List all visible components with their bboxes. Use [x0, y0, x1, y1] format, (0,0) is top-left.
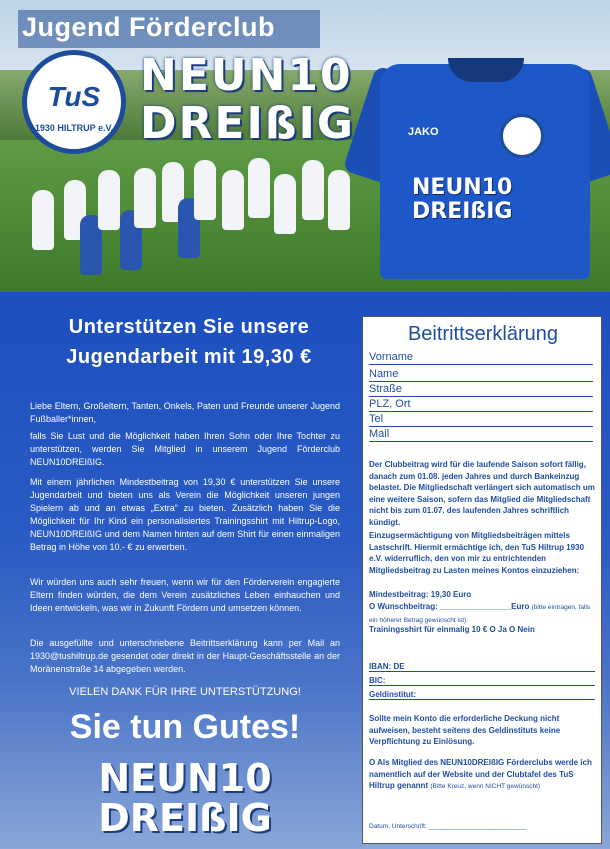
wish-fee-label: O Wunschbeitrag: ________________Euro	[369, 602, 530, 611]
team-photo	[28, 140, 358, 275]
field-signature[interactable]: Datum, Unterschrift: ___________________________	[369, 823, 527, 830]
logo-ring-text: 1930 HILTRUP e.V.	[34, 123, 114, 133]
thanks-text: VIELEN DANK FÜR IHRE UNTERSTÜTZUNG!	[69, 686, 301, 698]
field-tel[interactable]: Tel	[369, 413, 593, 427]
headline-line1: Unterstützen Sie unsere	[68, 316, 310, 338]
brand-logo-line1: NEUN10	[140, 50, 353, 101]
player-figure	[134, 168, 156, 228]
form-direct-debit: Einzugsermächtigung von Mitgliedsbeiträgen mittels Lastschrift. Hiermit ermächtige ich, den TuS Hiltrup 1930 e.V. widerruflich, den von mir zu entrichtenden Mitgliedsbeitrag zu Lasten meines Kontos einzuziehen:	[369, 531, 585, 575]
field-iban[interactable]: IBAN: DE	[369, 661, 595, 672]
field-bic[interactable]: BIC:	[369, 675, 595, 686]
brand-bottom-line1: NEUN10	[98, 756, 272, 800]
form-shirt-option[interactable]: Trainingsshirt für einmalig 10 € O Ja O Nein	[369, 625, 535, 634]
field-mail[interactable]: Mail	[369, 428, 593, 442]
brand-logo-line2: DREIßIG	[140, 98, 355, 149]
paragraph-intro: falls Sie Lust und die Möglichkeit haben Ihren Sohn oder Ihre Tochter zu unterstützen, werden Sie Mitglied in unserem Jugend Förderclub NEUN10DREIßIG.	[30, 431, 340, 467]
player-figure	[248, 158, 270, 218]
jersey-image	[360, 44, 605, 284]
header-photo	[0, 0, 610, 292]
slogan: Sie tun Gutes!	[69, 708, 301, 746]
form-wish-fee[interactable]	[369, 601, 597, 626]
headline	[30, 312, 348, 372]
form-min-fee: Mindestbeitrag: 19,30 Euro	[369, 590, 472, 599]
brand-logo-bottom	[30, 758, 340, 838]
jersey-body	[380, 64, 590, 279]
paragraph-volunteers: Wir würden uns auch sehr freuen, wenn wir für den Förderverein engagierte Eltern finden würden, die dem Verein zusätzliches Leben einhauchen und Ideen entwickeln, was wir in Zukunft Fördern und umsetzen können.	[30, 577, 340, 613]
field-bank[interactable]: Geldinstitut:	[369, 689, 595, 700]
form-coverage-note: Sollte mein Konto die erforderliche Deckung nicht aufweisen, besteht seitens des Geldinstituts keine Verpflichtung zu Einlösung.	[369, 714, 561, 746]
player-figure	[98, 170, 120, 230]
form-terms: Der Clubbeitrag wird für die laufende Saison sofort fällig, danach zum 01.08. jeden Jahres und durch Bankeinzug belastet. Die Mitgliedschaft verlängert sich automatisch um eine weitere Saison, sofern das Mitglied die Mitgliedschaft nicht bis zum 01.07. des laufenden Jahres schriftlich kündigt.	[369, 460, 595, 527]
publication-note: (Bitte Kreuz, wenn NICHT gewünscht)	[430, 783, 541, 790]
form-publication-option[interactable]	[369, 757, 597, 793]
player-figure	[194, 160, 216, 220]
jersey-collar	[448, 58, 524, 82]
membership-form	[362, 316, 602, 844]
field-strasse[interactable]: Straße	[369, 383, 593, 397]
jersey-maker-label: JAKO	[408, 126, 439, 138]
publication-text: O Als Mitglied des NEUN10DREIßIG Förderclubs werde ich namentlich auf der Website und der Clubtafel des TuS Hiltrup genannt	[369, 758, 592, 790]
player-figure	[274, 174, 296, 234]
form-title: Beitrittserklärung	[407, 323, 559, 345]
field-vorname[interactable]: Vorname	[369, 351, 593, 365]
brand-bottom-line2: DREIßIG	[98, 796, 272, 840]
field-plz-ort[interactable]: PLZ, Ort	[369, 398, 593, 412]
jersey-brand-print	[412, 176, 512, 224]
headline-line2: Jugendarbeit mit 19,30 €	[66, 346, 312, 368]
tus-logo	[22, 50, 126, 154]
jersey-brand-line1: NEUN10	[412, 175, 513, 200]
paragraph-greeting: Liebe Eltern, Großeltern, Tanten, Onkels, Paten und Freunde unserer Jugend Fußballer*innen,	[30, 401, 340, 424]
paragraph-fee: Mit einem jährlichen Mindestbeitrag von 19,30 € unterstützen Sie unsere Jugendarbeit und bieten uns als Verein die Möglichkeit unseren jungen Spielern ab und an etwas „Extra“ zu bieten. Zusätzlich haben Sie die Möglichkeit für Ihr Kind ein personalisiertes Trainingsshirt mit Hiltrup-Logo, NEUN10DREIßIG und dem Namen hinten auf dem Shirt für einen einmaligen Betrag in Höhe von 10.- € zu erwerben.	[30, 477, 340, 552]
jersey-brand-line2: DREIßIG	[412, 199, 513, 224]
player-figure	[302, 160, 324, 220]
logo-text: TuS	[47, 81, 101, 112]
player-figure	[328, 170, 350, 230]
jersey-club-logo	[500, 114, 544, 158]
field-name[interactable]: Name	[369, 368, 593, 382]
wish-fee-note: (bitte eintragen, falls ein höherer Betrag gewünscht ist)	[369, 604, 591, 624]
paragraph-submission: Die ausgefüllte und unterschriebene Beitrittserklärung kann per Mail an 1930@tushiltrup.de gesendet oder direkt in der Haupt-Geschäftsstelle an der Moränenstraße 14 abgegeben werden.	[30, 638, 340, 674]
club-title: Jugend Förderclub	[22, 12, 276, 42]
player-figure	[222, 170, 244, 230]
player-figure	[32, 190, 54, 250]
